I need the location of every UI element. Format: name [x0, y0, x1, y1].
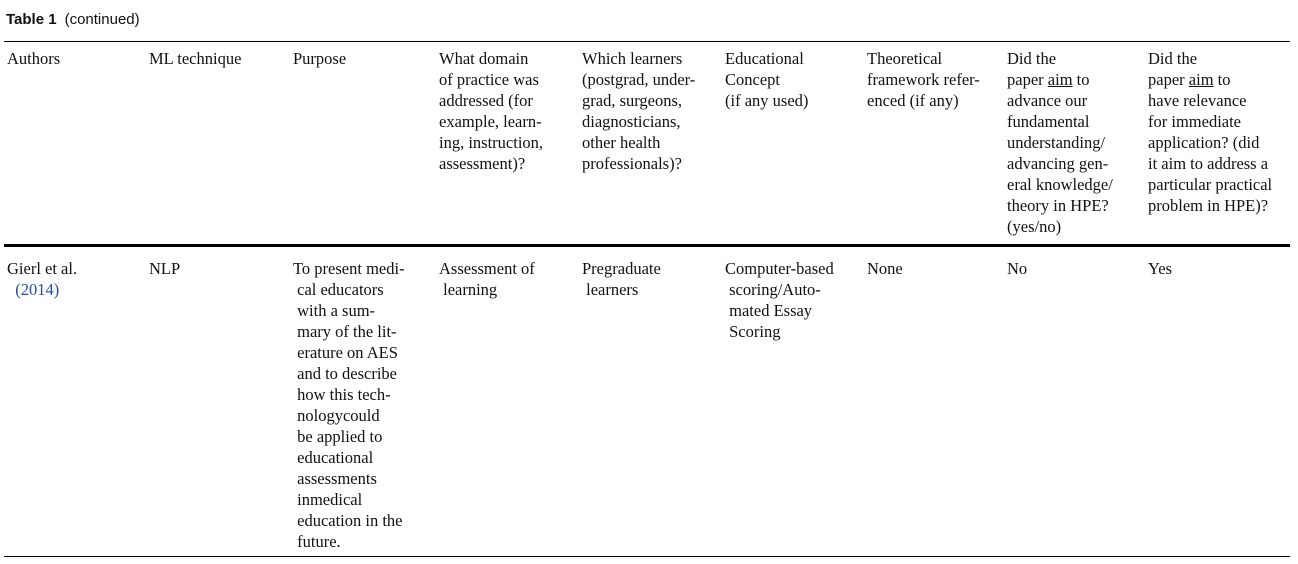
citation-year-link[interactable]: (2014)	[15, 280, 60, 299]
table-continued-note: (continued)	[64, 11, 140, 28]
header-relevance-aim: aim	[1188, 70, 1214, 89]
header-theoretical-framework: Theoretical framework refer- enced (if any)	[867, 49, 980, 110]
table-caption	[6, 11, 140, 28]
cell-immediate-relevance: Yes	[1148, 259, 1173, 278]
header-understanding-part-a: Did the paper	[1007, 49, 1057, 89]
header-immediate-relevance	[1148, 48, 1272, 216]
cell-ml-technique: NLP	[149, 259, 181, 278]
header-bottom-rule	[4, 244, 1290, 247]
header-learners: Which learners (postgrad, under- grad, surgeons, diagnosticians, other health professionals)?	[582, 49, 696, 173]
header-authors: Authors	[7, 49, 61, 68]
cell-educational-concept: Computer-based scoring/Auto- mated Essay Scoring	[725, 259, 834, 341]
cell-theoretical-framework: None	[867, 259, 903, 278]
cell-purpose: To present medi- cal educators with a sum- mary of the lit- erature on AES and to describe how this tech- nologycould be applied to educational assessments inmedical education in the future.	[293, 259, 405, 551]
header-ml-technique: ML technique	[149, 49, 242, 68]
table-row-authors	[7, 258, 77, 300]
header-purpose: Purpose	[293, 49, 347, 68]
author-name: Gierl et al.	[7, 259, 78, 278]
table-label: Table 1	[6, 11, 57, 28]
header-understanding-aim: aim	[1047, 70, 1073, 89]
header-understanding-part-b: to advance our fundamental understanding/ advancing gen- eral knowledge/ theory in HPE? (yes/no)	[1007, 70, 1113, 236]
header-relevance-part-b: to have relevance for immediate application? (did it aim to address a particular practical problem in HPE)?	[1148, 70, 1273, 215]
header-relevance-part-a: Did the paper	[1148, 49, 1198, 89]
table-top-rule	[4, 41, 1290, 42]
header-fundamental-understanding	[1007, 48, 1113, 237]
cell-learners: Pregraduate learners	[582, 259, 661, 299]
header-domain: What domain of practice was addressed (for example, learn- ing, instruction, assessment)?	[439, 49, 544, 173]
header-educational-concept: Educational Concept (if any used)	[725, 49, 809, 110]
cell-domain: Assessment of learning	[439, 259, 535, 299]
table-bottom-rule	[4, 556, 1290, 557]
cell-fundamental-understanding: No	[1007, 259, 1028, 278]
